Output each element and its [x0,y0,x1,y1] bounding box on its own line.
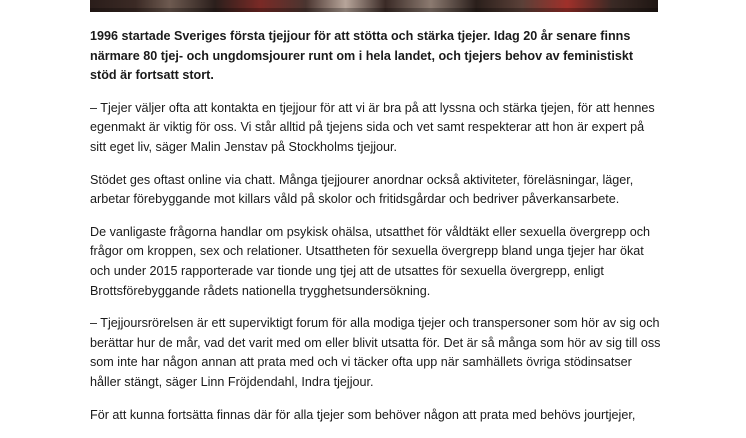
article-paragraph-3: De vanligaste frågorna handlar om psykisk ohälsa, utsatthet för våldtäkt eller sexuella övergrepp och frågor om kroppen, sex och relationer. Utsattheten för sexuella övergrepp bland unga tjejer har ökat och under 2015 rapporterade var tionde ung tjej att de utsattes för sexuella övergrepp, enligt Brottsförebyggande rådets nationella trygghetsundersökning. [90,224,651,298]
article-paragraph-1: – Tjejer väljer ofta att kontakta en tjejjour för att vi är bra på att lyssna och stärka tjejen, för att hennes egenmakt är viktig för oss. Vi står alltid på tjejens sida och vet samt respekterar att hon är expert på sitt eget liv, säger Malin Jenstav på Stockholms tjejjour. [90,100,655,154]
article-paragraph-5: För att kunna fortsätta finnas där för alla tjejer som behöver någon att prata med behövs jourtjejer, [90,407,636,422]
article-paragraph-4: – Tjejjoursrörelsen är ett superviktigt forum för alla modiga tjejer och transpersoner som hör av sig och berättar hur de mår, vad det varit med om eller blivit utsatta för. Det är så många som hör av sig till oss som inte har någon annan att prata med och vi täcker ofta upp när samhällets övriga stödinsatser håller stängt, säger Linn Fröjdendahl, Indra tjejjour. [90,316,661,389]
article-lead: 1996 startade Sveriges första tjejjour för att stötta och stärka tjejer. Idag 20 år senare finns närmare 80 tjej- och ungdomsjourer runt om i hela landet, och tjejers behov av feministiskt stöd är fortsatt stort. [90,29,634,83]
article-photo-shadow [90,8,658,12]
article-paragraph-2: Stödet ges oftast online via chatt. Många tjejjourer anordnar också aktiviteter, föreläsningar, läger, arbetar förebyggande mot killars våld på skolor och fritidsgårdar och bedriver påverkansarbete. [90,172,634,207]
article-body [90,27,662,438]
article-photo [90,0,658,12]
